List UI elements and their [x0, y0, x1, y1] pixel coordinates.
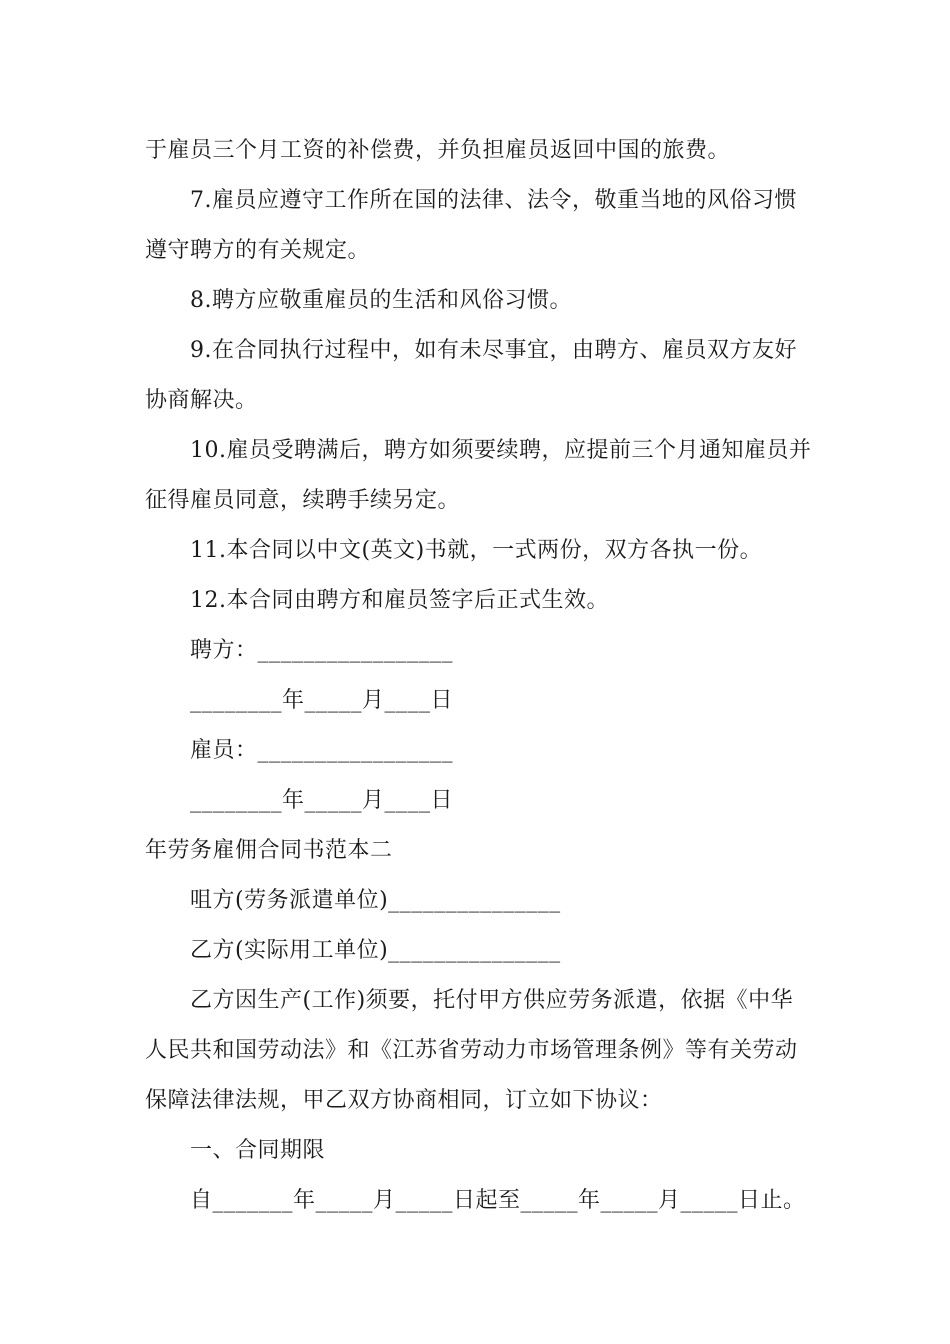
clause-10-line-2: 征得雇员同意，续聘手续另定。 — [145, 488, 461, 513]
clause-9-line-2: 协商解决。 — [145, 388, 258, 413]
clause-7-line-1: 7.雇员应遵守工作所在国的法律、法令，敬重当地的风俗习惯 — [190, 188, 797, 213]
employee-signature-line: 雇员：_________________ — [190, 738, 454, 763]
clause-11: 11.本合同以中文(英文)书就，一式两份，双方各执一份。 — [190, 538, 763, 563]
party-b-line: 乙方(实际用工单位)_______________ — [190, 938, 561, 963]
contract-term-dates: 自_______年_____月_____日起至_____年_____月_____日止。 — [190, 1188, 806, 1213]
preamble-line-3: 保障法律法规，甲乙双方协商相同，订立如下协议： — [145, 1088, 663, 1113]
section-title: 年劳务雇佣合同书范本二 — [145, 838, 393, 863]
employee-date-line: ________年_____月____日 — [190, 788, 454, 813]
clause-10-line-1: 10.雇员受聘满后，聘方如须要续聘，应提前三个月通知雇员并 — [190, 438, 812, 463]
clause-9-line-1: 9.在合同执行过程中，如有未尽事宜，由聘方、雇员双方友好 — [190, 338, 797, 363]
clause-12: 12.本合同由聘方和雇员签字后正式生效。 — [190, 588, 609, 613]
preamble-line-1: 乙方因生产(工作)须要，托付甲方供应劳务派遣，依据《中华 — [190, 988, 794, 1013]
employer-date-line: ________年_____月____日 — [190, 688, 454, 713]
clause-7-line-2: 遵守聘方的有关规定。 — [145, 238, 371, 263]
clause-6-continuation: 于雇员三个月工资的补偿费，并负担雇员返回中国的旅费。 — [145, 138, 731, 163]
party-a-line: 咀方(劳务派遣单位)_______________ — [190, 888, 561, 913]
employer-signature-line: 聘方：_________________ — [190, 638, 454, 663]
preamble-line-2: 人民共和国劳动法》和《江苏省劳动力市场管理条例》等有关劳动 — [145, 1038, 798, 1063]
clause-8: 8.聘方应敬重雇员的生活和风俗习惯。 — [190, 288, 572, 313]
heading-contract-term: 一、合同期限 — [190, 1138, 326, 1163]
